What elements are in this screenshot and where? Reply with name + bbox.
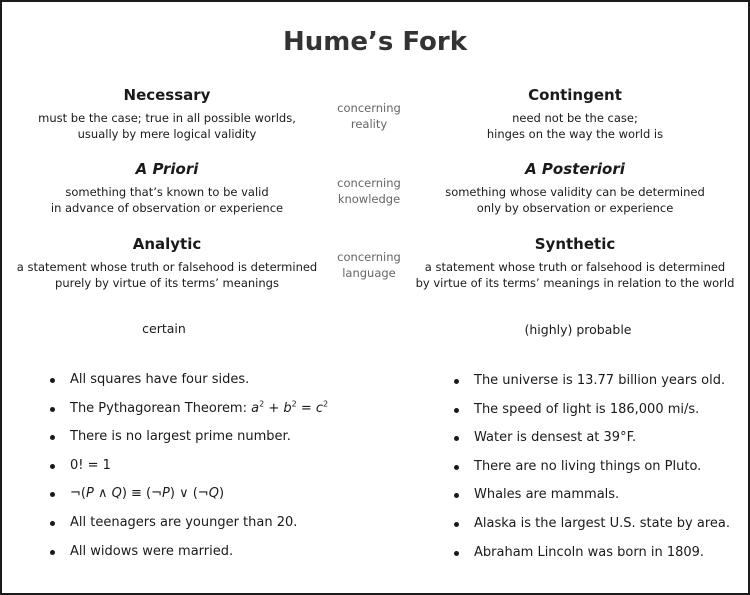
list-item: 0! = 1 xyxy=(50,458,328,487)
list-item: The speed of light is 186,000 mi/s. xyxy=(454,402,730,431)
list-item: Whales are mammals. xyxy=(454,487,730,516)
concerning-language-label: concerning language xyxy=(337,250,401,280)
synthetic-description: a statement whose truth or falsehood is determined by virtue of its terms’ meanings in relation to the world xyxy=(415,260,735,290)
contingent-heading: Contingent xyxy=(528,86,622,104)
diagram-title: Hume’s Fork xyxy=(282,27,468,57)
list-item: The universe is 13.77 billion years old. xyxy=(454,373,730,402)
contingent-description: need not be the case; hinges on the way the world is xyxy=(486,111,664,141)
certain-label: certain xyxy=(142,321,186,336)
concerning-reality-label: concerning reality xyxy=(337,101,401,131)
list-item: ¬(P ∧ Q) ≡ (¬P) ∨ (¬Q) xyxy=(50,486,328,515)
concerning-knowledge-label: concerning knowledge xyxy=(337,176,401,206)
a-posteriori-description: something whose validity can be determined only by observation or experience xyxy=(445,185,705,215)
synthetic-heading: Synthetic xyxy=(534,235,616,253)
analytic-description: a statement whose truth or falsehood is determined purely by virtue of its terms’ meanings xyxy=(16,260,318,290)
a-posteriori-heading: A Posteriori xyxy=(525,160,625,178)
probable-label: (highly) probable xyxy=(524,322,632,337)
list-item: There are no living things on Pluto. xyxy=(454,459,730,488)
list-item: All widows were married. xyxy=(50,544,328,573)
list-item: Water is densest at 39°F. xyxy=(454,430,730,459)
a-priori-description: something that’s known to be valid in advance of observation or experience xyxy=(50,185,284,215)
list-item: The Pythagorean Theorem: $a^2 + b^2 = c^2$ xyxy=(50,401,328,430)
list-item: All squares have four sides. xyxy=(50,372,328,401)
list-item: Alaska is the largest U.S. state by area. xyxy=(454,516,730,545)
a-priori-heading: A Priori xyxy=(135,160,199,178)
list-item: Abraham Lincoln was born in 1809. xyxy=(454,545,730,574)
necessary-heading: Necessary xyxy=(123,86,211,104)
analytic-heading: Analytic xyxy=(132,235,202,253)
synthetic-examples-list xyxy=(454,373,730,573)
analytic-examples-list xyxy=(50,372,328,572)
necessary-description: must be the case; true in all possible worlds, usually by mere logical validity xyxy=(38,111,296,141)
list-item: All teenagers are younger than 20. xyxy=(50,515,328,544)
list-item: There is no largest prime number. xyxy=(50,429,328,458)
